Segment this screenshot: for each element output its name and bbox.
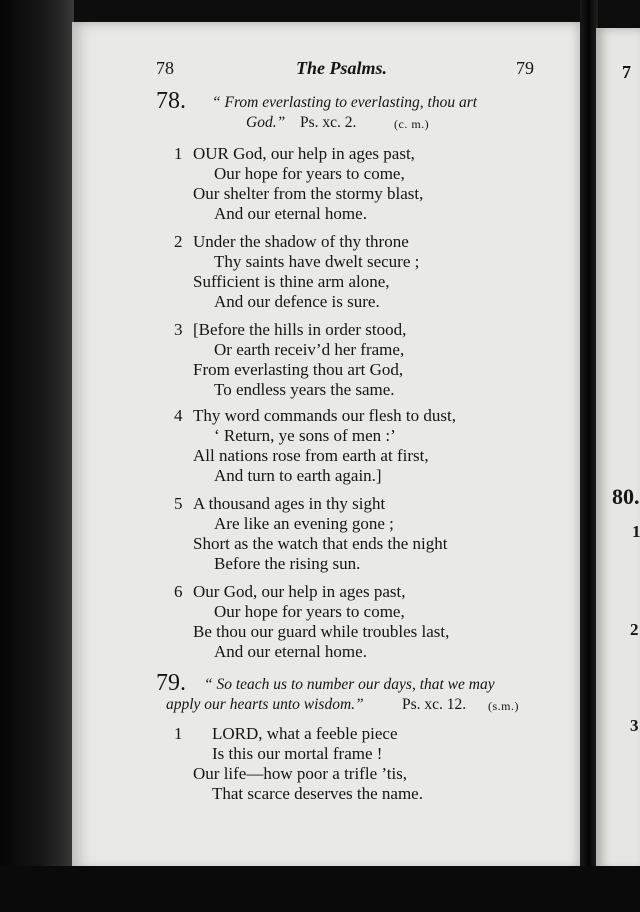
verse-line: That scarce deserves the name. bbox=[212, 784, 423, 803]
psalm-reference: Ps. xc. 2. bbox=[300, 114, 357, 131]
verse-line: Be thou our guard while troubles last, bbox=[193, 622, 450, 641]
verse-line: Short as the watch that ends the night bbox=[193, 534, 448, 553]
psalm-reference: Ps. xc. 12. bbox=[402, 696, 467, 713]
adjacent-stanza-num-1: 1 bbox=[632, 522, 640, 541]
verse-line: Our hope for years to come, bbox=[214, 164, 405, 183]
verse-line: And our defence is sure. bbox=[214, 292, 380, 311]
stanza-number: 1 bbox=[174, 144, 183, 163]
psalm-number: 79. bbox=[156, 670, 186, 696]
verse-line: Thy saints have dwelt secure ; bbox=[214, 252, 420, 271]
verse-line: Are like an evening gone ; bbox=[214, 514, 394, 533]
adjacent-page-number: 7 bbox=[622, 62, 631, 82]
verse-line: A thousand ages in thy sight bbox=[193, 494, 386, 513]
verse-line: Our life—how poor a trifle ’tis, bbox=[193, 764, 408, 783]
stanza-number: 2 bbox=[174, 232, 183, 251]
stanza-number: 4 bbox=[174, 406, 183, 425]
verse-line: Our shelter from the stormy blast, bbox=[193, 184, 424, 203]
verse-line: And turn to earth again.] bbox=[214, 466, 382, 485]
psalm-epigraph-line-2: apply our hearts unto wisdom.” bbox=[166, 696, 364, 713]
adjacent-stanza-num-2: 2 bbox=[630, 620, 639, 639]
psalm-meter: (s.m.) bbox=[488, 699, 519, 713]
adjacent-page-edge bbox=[596, 28, 640, 870]
adjacent-psalm-number: 80. bbox=[612, 484, 640, 509]
psalm-epigraph-line-1: “ From everlasting to everlasting, thou art bbox=[212, 94, 478, 111]
verse-line: And our eternal home. bbox=[214, 204, 367, 223]
verse-line: ‘ Return, ye sons of men :’ bbox=[214, 426, 396, 445]
stanza-number: 5 bbox=[174, 494, 183, 513]
verse-line: From everlasting thou art God, bbox=[193, 360, 404, 379]
left-page-number: 78 bbox=[156, 58, 174, 78]
verse-line: LORD, what a feeble piece bbox=[212, 724, 398, 743]
verse-line: Our God, our help in ages past, bbox=[193, 582, 406, 601]
scan-bottom-edge bbox=[0, 866, 640, 912]
verse-line: Is this our mortal frame ! bbox=[212, 744, 383, 763]
adjacent-stanza-num-3: 3 bbox=[630, 716, 639, 735]
stanza-number: 6 bbox=[174, 582, 183, 601]
verse-line: Our hope for years to come, bbox=[214, 602, 405, 621]
verse-line: And our eternal home. bbox=[214, 642, 367, 661]
verse-line: OUR God, our help in ages past, bbox=[193, 144, 415, 163]
verse-line: [Before the hills in order stood, bbox=[193, 320, 407, 339]
verse-line: To endless years the same. bbox=[214, 380, 395, 399]
verse-line: Sufficient is thine arm alone, bbox=[193, 272, 390, 291]
psalm-epigraph-line-2: God.” bbox=[246, 114, 286, 131]
verse-line: Or earth receiv’d her frame, bbox=[214, 340, 405, 359]
stanza-number: 3 bbox=[174, 320, 183, 339]
book-spine-left bbox=[0, 0, 74, 912]
psalm-number: 78. bbox=[156, 88, 186, 114]
psalm-meter: (c. m.) bbox=[394, 117, 430, 131]
running-title: The Psalms. bbox=[296, 58, 388, 78]
verse-line: Under the shadow of thy throne bbox=[193, 232, 409, 251]
stanza-number: 1 bbox=[174, 724, 183, 743]
verse-line: All nations rose from earth at first, bbox=[193, 446, 429, 465]
verse-line: Thy word commands our flesh to dust, bbox=[193, 406, 456, 425]
right-page-number: 79 bbox=[516, 58, 534, 78]
psalm-epigraph-line-1: “ So teach us to number our days, that we may bbox=[204, 676, 495, 693]
verse-line: Before the rising sun. bbox=[214, 554, 361, 573]
